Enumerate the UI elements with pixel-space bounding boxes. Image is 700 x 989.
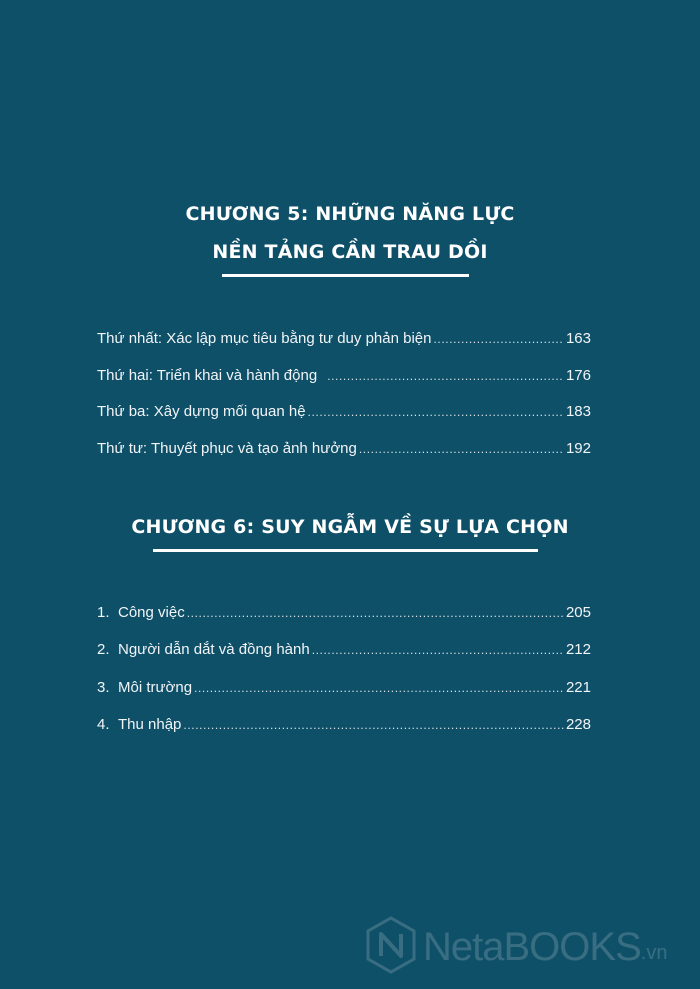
toc-entry-label-wrap (97, 641, 310, 658)
chapter5-title-line2: NỀN TẢNG CẦN TRAU DỒI (212, 241, 488, 263)
toc-entry-page: 205 (565, 604, 591, 621)
dot-leader (183, 718, 564, 732)
toc-entry-label: Thứ hai: Triển khai và hành động (97, 367, 318, 384)
toc-entry[interactable] (97, 604, 591, 624)
toc-entry-label: Công việc (118, 604, 185, 621)
toc-entry-page: 192 (565, 440, 591, 457)
toc-entry[interactable] (97, 716, 591, 736)
toc-entry-number: 3. (97, 679, 110, 696)
chapter5-title-line1: CHƯƠNG 5: NHỮNG NĂNG LỰC (185, 203, 515, 225)
toc-entry[interactable] (97, 679, 591, 699)
toc-entry-label-wrap (97, 679, 192, 696)
chapter5-underline (222, 274, 469, 277)
toc-entry-label: Môi trường (118, 679, 193, 696)
toc-entry-label: Thứ tư: Thuyết phục và tạo ảnh hưởng (97, 440, 357, 457)
toc-entry-page: 228 (565, 716, 591, 733)
toc-entry-number: 1. (97, 604, 110, 621)
dot-leader (194, 681, 564, 695)
toc-entry-page: 221 (565, 679, 591, 696)
toc-entry[interactable] (97, 403, 591, 423)
toc-entry[interactable] (97, 367, 591, 387)
dot-leader (327, 369, 564, 383)
toc-entry-page: 212 (565, 641, 591, 658)
toc-entry-label: Thu nhập (118, 716, 182, 733)
chapter6-underline (153, 549, 538, 552)
toc-entry-label: Thứ ba: Xây dựng mối quan hệ (97, 403, 306, 420)
dot-leader (187, 606, 564, 620)
watermark-brand: NetaBOOKS (423, 924, 641, 969)
toc-entry-page: 176 (565, 367, 591, 384)
toc-entry-page: 183 (565, 403, 591, 420)
dot-leader (359, 442, 564, 456)
toc-entry[interactable] (97, 330, 591, 350)
toc-entry-page: 163 (565, 330, 591, 347)
dot-leader (312, 643, 564, 657)
dot-leader (308, 405, 564, 419)
chapter6-title: CHƯƠNG 6: SUY NGẪM VỀ SỰ LỰA CHỌN (131, 516, 569, 538)
toc-entry-label-wrap (97, 604, 185, 621)
toc-entry-label-wrap (97, 716, 181, 733)
watermark (365, 915, 667, 979)
toc-entry-label: Người dẫn dắt và đồng hành (118, 641, 310, 658)
toc-entry[interactable] (97, 641, 591, 661)
toc-entry-label: Thứ nhất: Xác lập mục tiêu bằng tư duy phản biện (97, 330, 432, 347)
toc-entry-number: 2. (97, 641, 110, 658)
toc-entry[interactable] (97, 440, 591, 460)
watermark-tld: .vn (640, 942, 668, 964)
hexagon-n-logo-icon (365, 916, 417, 979)
dot-leader (433, 332, 564, 346)
toc-entry-number: 4. (97, 716, 110, 733)
